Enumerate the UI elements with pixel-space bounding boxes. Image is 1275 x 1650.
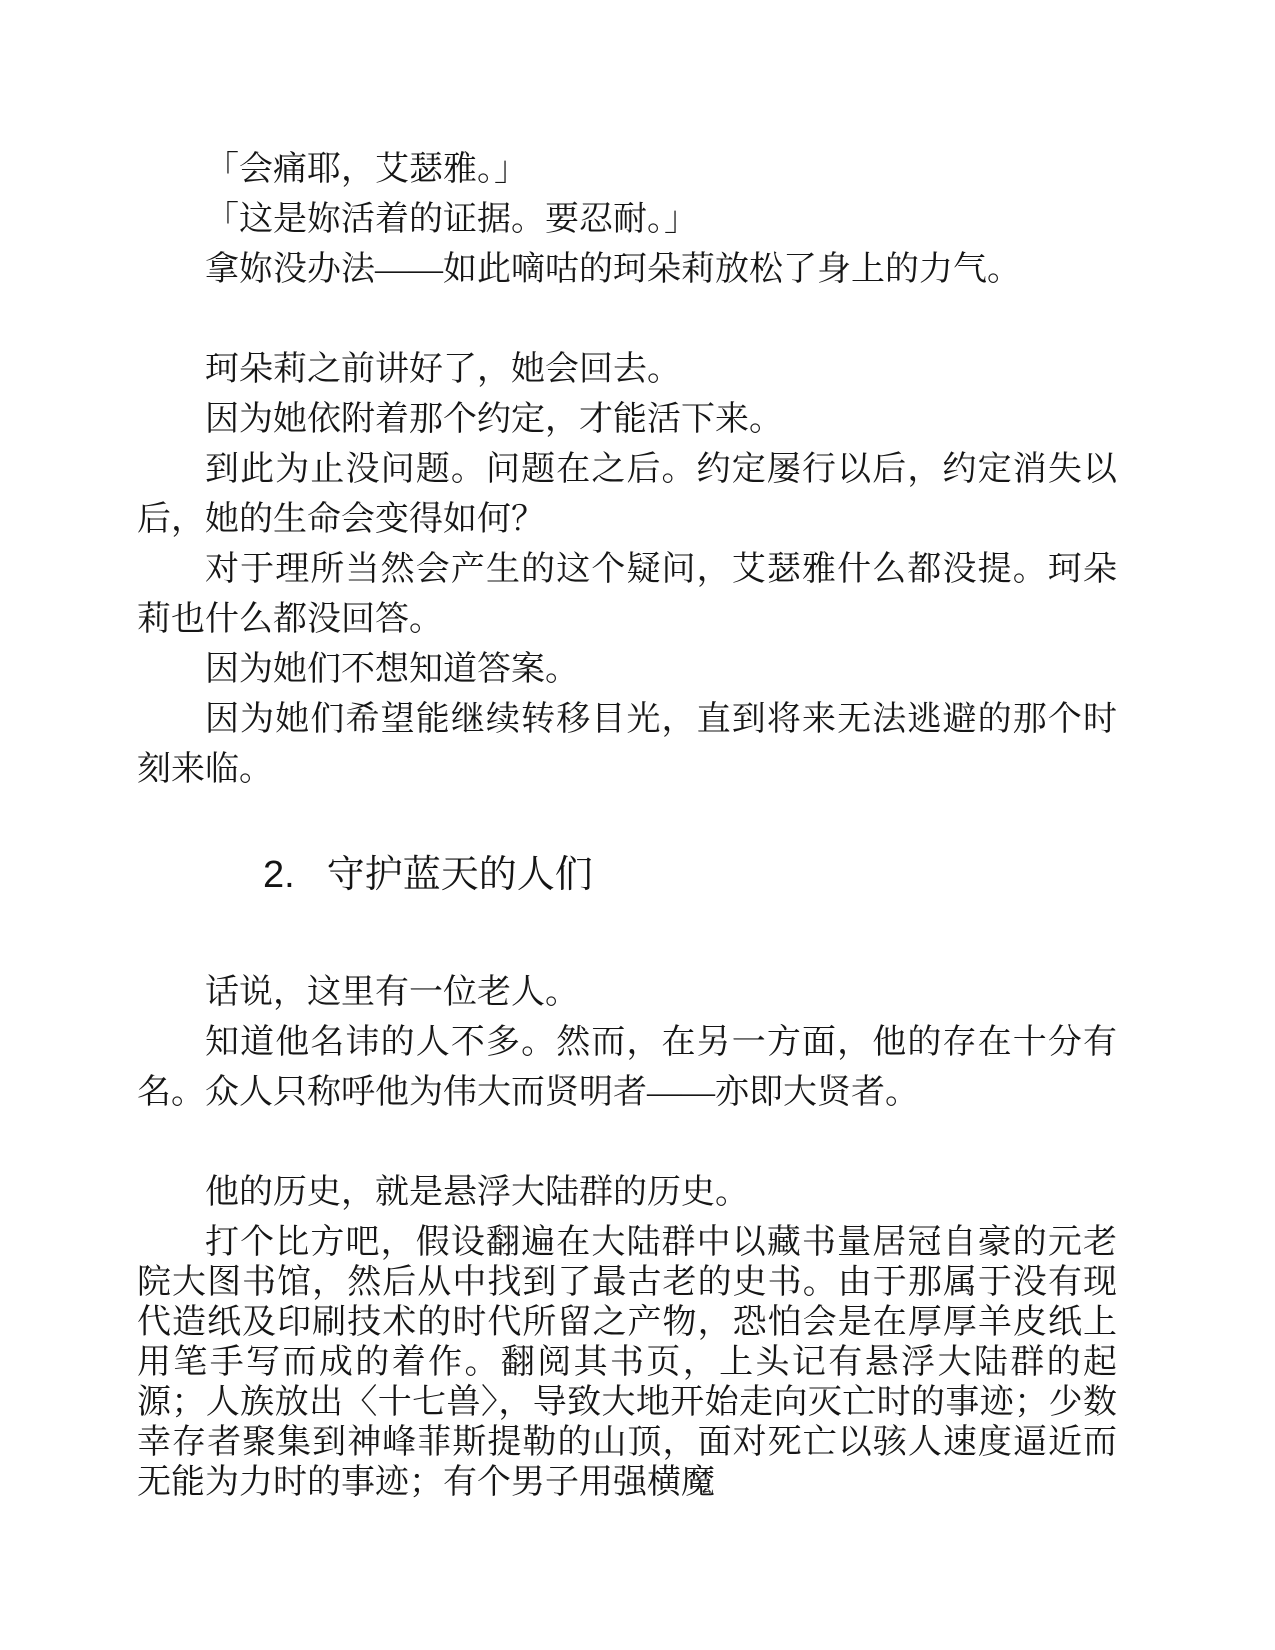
paragraph: 珂朵莉之前讲好了，她会回去。 bbox=[205, 351, 681, 388]
paragraph: 拿妳没办法——如此嘀咕的珂朵莉放松了身上的力气。 bbox=[205, 251, 1021, 288]
paragraph: 因为她依附着那个约定，才能活下来。 bbox=[205, 401, 783, 438]
scene-break bbox=[137, 295, 1117, 345]
paragraph: 知道他名讳的人不多。然而，在另一方面，他的存在十分有名。众人只称呼他为伟大而贤明者——亦即大贤者。 bbox=[137, 1024, 1117, 1111]
paragraph: 到此为止没问题。问题在之后。约定屡行以后，约定消失以后，她的生命会变得如何？ bbox=[137, 451, 1117, 538]
paragraph: 话说，这里有一位老人。 bbox=[205, 974, 579, 1011]
paragraph-dialogue: 「这是妳活着的证据。要忍耐。」 bbox=[205, 201, 698, 238]
paragraph-dialogue: 「会痛耶，艾瑟雅。」 bbox=[205, 151, 528, 188]
paragraph: 他的历史，就是悬浮大陆群的历史。 bbox=[205, 1174, 749, 1211]
paragraph: 打个比方吧，假设翻遍在大陆群中以藏书量居冠自豪的元老院大图书馆，然后从中找到了最古老的史书。由于那属于没有现代造纸及印刷技术的时代所留之产物，恐怕会是在厚厚羊皮纸上用笔手写而成的着作。翻阅其书页，上头记有悬浮大陆群的起源；人族放出〈十七兽〉，导致大地开始走向灭亡时的事迹；少数幸存者聚集到神峰菲斯提勒的山顶，面对死亡以骇人速度逼近而无能为力时的事迹；有个男子用强横魔 bbox=[137, 1224, 1117, 1501]
paragraph: 对于理所当然会产生的这个疑问，艾瑟雅什么都没提。珂朵莉也什么都没回答。 bbox=[137, 551, 1117, 638]
paragraph: 因为她们不想知道答案。 bbox=[205, 651, 579, 688]
section-title: 守护蓝天的人们 bbox=[326, 854, 593, 896]
section-heading bbox=[263, 851, 1117, 899]
paragraph: 因为她们希望能继续转移目光，直到将来无法逃避的那个时刻来临。 bbox=[137, 701, 1117, 788]
section-number: 2. bbox=[263, 854, 295, 896]
scene-break bbox=[137, 1118, 1117, 1168]
